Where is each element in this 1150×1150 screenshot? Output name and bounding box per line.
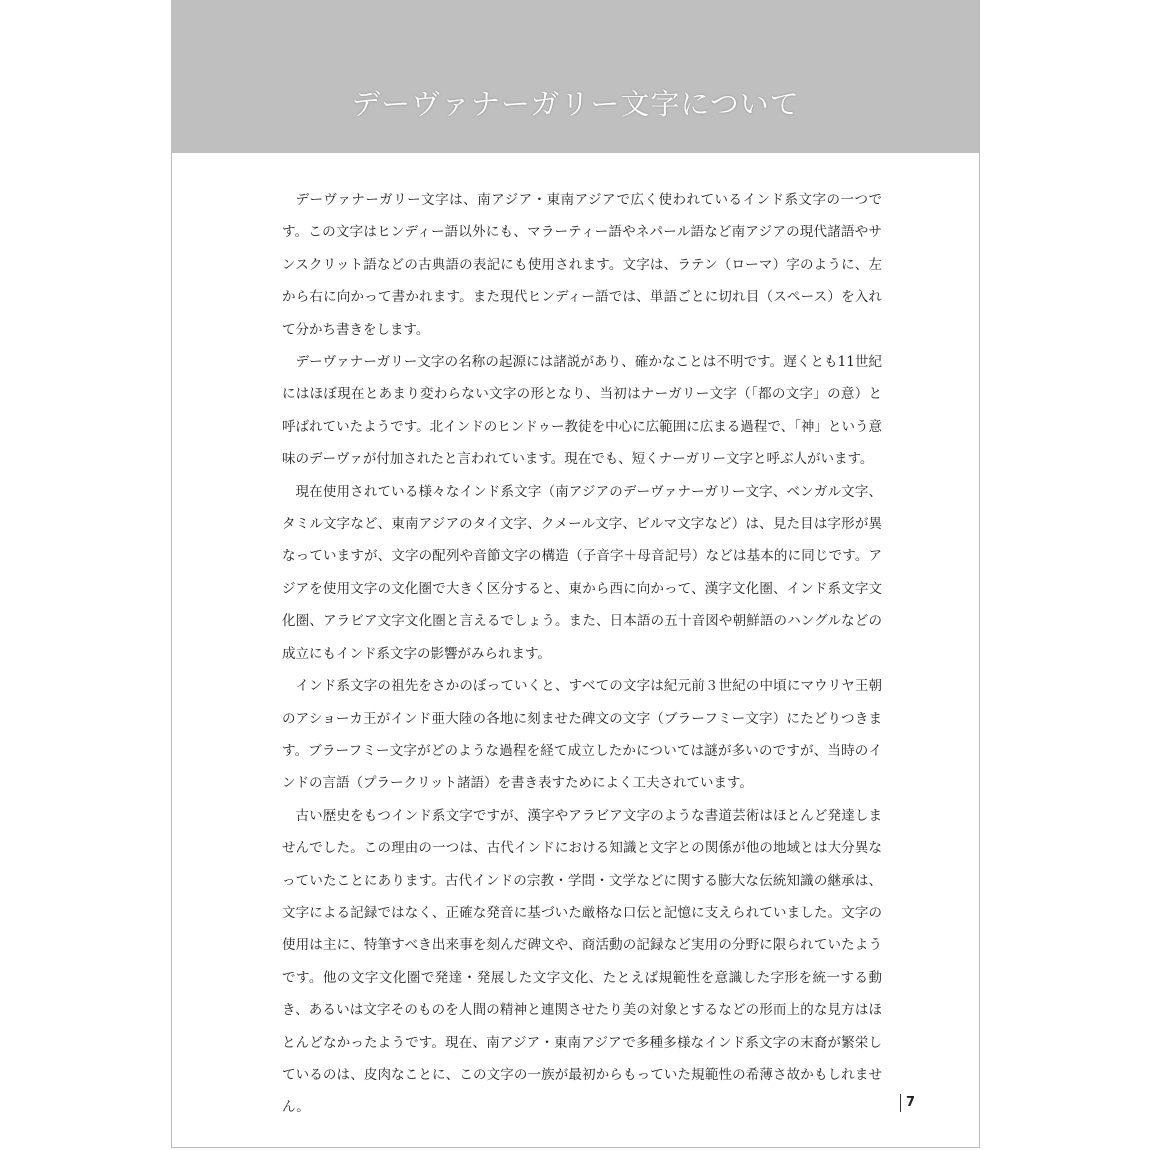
paragraph: 現在使用されている様々なインド系文字（南アジアのデーヴァナーガリー文字、ベンガル文字、タミル文字など、東南アジアのタイ文字、クメール文字、ビルマ文字など）は、見た目は字形が異なっていますが、文字の配列や音節文字の構造（子音字＋母音記号）などは基本的に同じです。アジアを使用文字の文化圏で大きく区分すると、東から西に向かって、漢字文化圏、インド系文字文化圏、アラビア文字文化圏と言えるでしょう。また、日本語の五十音図や朝鮮語のハングルなどの成立にもインド系文字の影響がみられます。	[282, 483, 882, 662]
document-page	[171, 0, 980, 1148]
paragraph: デーヴァナーガリー文字の名称の起源には諸説があり、確かなことは不明です。遅くとも11世紀にはほぼ現在とあまり変わらない文字の形となり、当初はナーガリー文字（「都の文字」の意）と呼ばれていたようです。北インドのヒンドゥー教徒を中心に広範囲に広まる過程で、「神」という意味のデーヴァが付加されたと言われています。現在でも、短くナーガリー文字と呼ぶ人がいます。	[282, 354, 882, 468]
header-band	[172, 0, 979, 153]
body-text	[282, 184, 882, 1124]
paragraph: デーヴァナーガリー文字は、南アジア・東南アジアで広く使われているインド系文字の一つです。この文字はヒンディー語以外にも、マラーティー語やネパール語など南アジアの現代諸語やサンスクリット語などの古典語の表記にも使用されます。文字は、ラテン（ローマ）字のように、左から右に向かって書かれます。また現代ヒンディー語では、単語ごとに切れ目（スペース）を入れて分かち書きをします。	[282, 192, 882, 338]
paragraph: インド系文字の祖先をさかのぼっていくと、すべての文字は紀元前３世紀の中頃にマウリヤ王朝のアショーカ王がインド亜大陸の各地に刻ませた碑文の文字（ブラーフミー文字）にたどりつきます。ブラーフミー文字がどのような過程を経て成立したかについては謎が多いのですが、当時のインドの言語（プラークリット諸語）を書き表すためによく工夫されています。	[282, 678, 882, 792]
page-title: デーヴァナーガリー文字について	[351, 87, 800, 121]
paragraph: 古い歴史をもつインド系文字ですが、漢字やアラビア文字のような書道芸術はほとんど発達しませんでした。この理由の一つは、古代インドにおける知識と文字との関係が他の地域とは大分異なっていたことにあります。古代インドの宗教・学問・文学などに関する膨大な伝統知識の継承は、文字による記録ではなく、正確な発音に基づいた厳格な口伝と記憶に支えられていました。文字の使用は主に、特筆すべき出来事を刻んだ碑文や、商活動の記録など実用の分野に限られていたようです。他の文字文化圏で発達・発展した文字文化、たとえば規範性を意識した字形を統一する動き、あるいは文字そのものを人間の精神と連関させたり美の対象とするなどの形而上的な見方はほとんどなかったようです。現在、南アジア・東南アジアで多種多様なインド系文字の末裔が繁栄しているのは、皮肉なことに、この文字の一族が最初からもっていた規範性の希薄さ故かもしれません。	[282, 807, 882, 1116]
page-number: 7	[900, 1094, 915, 1112]
